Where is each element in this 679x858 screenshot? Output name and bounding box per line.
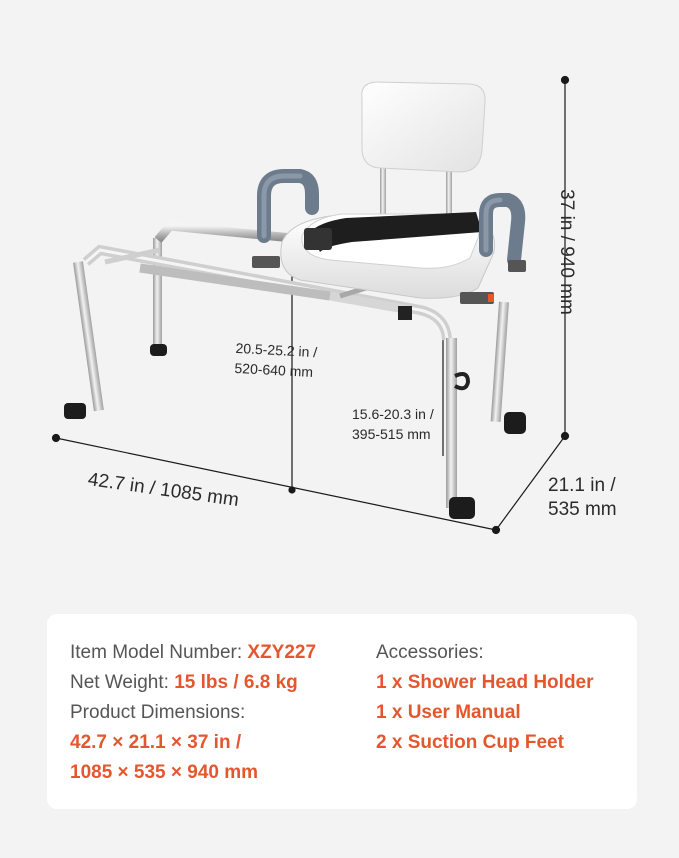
specifications-card xyxy=(47,614,637,809)
net-weight-row xyxy=(70,670,298,696)
seat-height-line2: 395-515 mm xyxy=(352,426,431,442)
model-number-value: XZY227 xyxy=(247,642,317,663)
product-dimensions-value-line1: 42.7 × 21.1 × 37 in / xyxy=(70,732,242,753)
seat-width-line2: 520-640 mm xyxy=(234,359,314,380)
seat-height-dimension-label xyxy=(352,404,434,444)
product-dimensions-label: Product Dimensions: xyxy=(70,702,246,723)
seat-assembly xyxy=(252,82,526,304)
net-weight-value: 15 lbs / 6.8 kg xyxy=(174,672,298,693)
seat-width-line1: 20.5-25.2 in / xyxy=(235,339,318,361)
seat-width-dimension-label xyxy=(234,338,318,382)
length-dimension-label: 42.7 in / 1085 mm xyxy=(86,469,241,512)
depth-dimension-line2: 535 mm xyxy=(548,499,617,520)
height-dimension-label: 37 in / 940 mm xyxy=(556,189,577,315)
model-number-label: Item Model Number: xyxy=(70,642,248,663)
accessory-item: 2 x Suction Cup Feet xyxy=(376,732,564,753)
depth-dimension-line1: 21.1 in / xyxy=(548,475,616,496)
accessory-item: 1 x User Manual xyxy=(376,702,521,723)
accessory-item: 1 x Shower Head Holder xyxy=(376,672,594,693)
dimension-lines xyxy=(53,77,569,534)
product-dimensions-value-line2: 1085 × 535 × 940 mm xyxy=(70,762,259,783)
seat-height-line1: 15.6-20.3 in / xyxy=(352,406,434,422)
depth-dimension-label xyxy=(548,474,617,522)
model-number-row xyxy=(70,640,316,666)
accessories-heading: Accessories: xyxy=(376,642,484,663)
net-weight-label: Net Weight: xyxy=(70,672,175,693)
